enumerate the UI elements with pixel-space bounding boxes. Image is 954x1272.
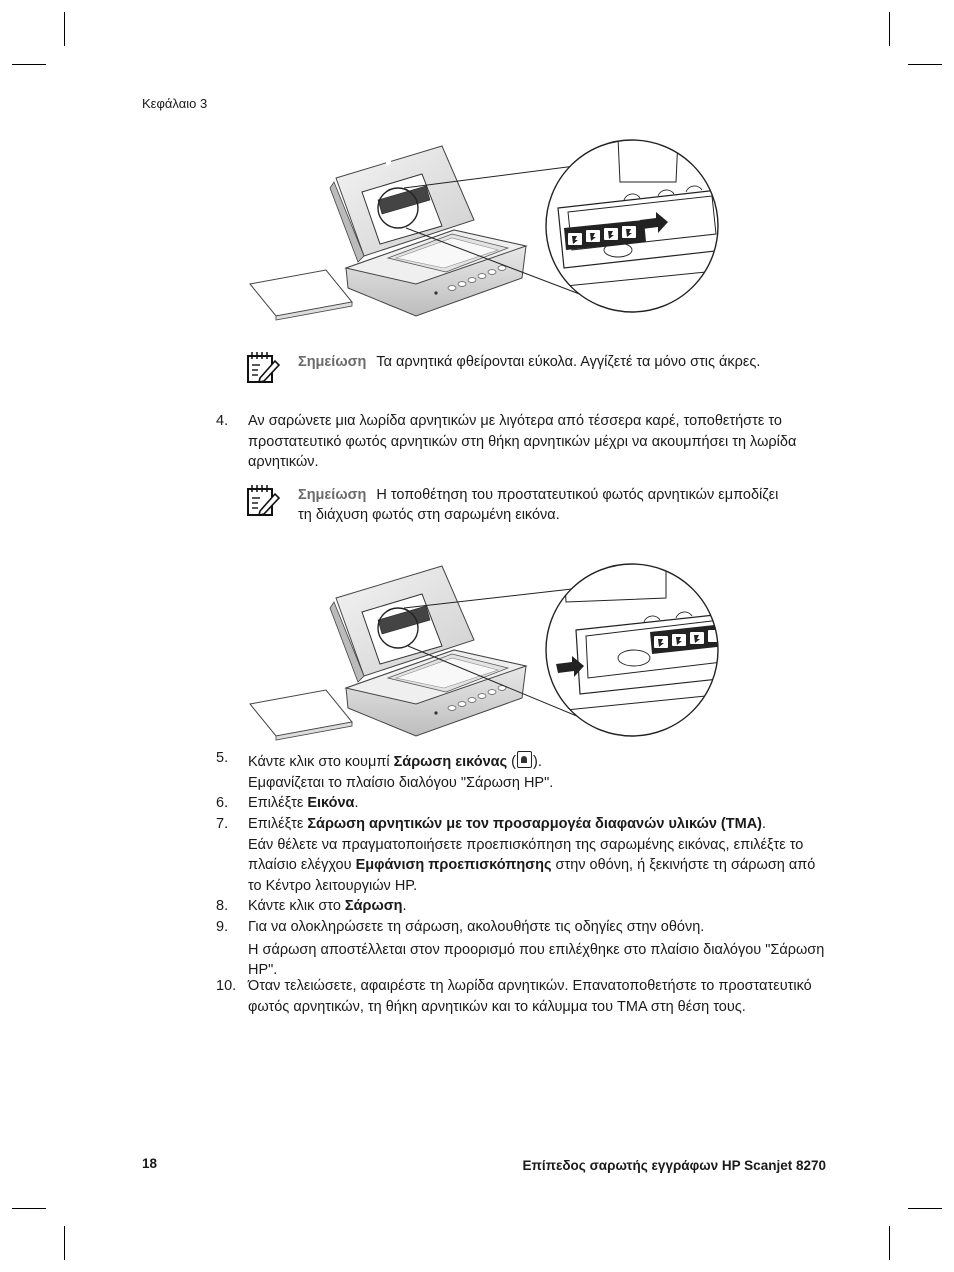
step-text: .: [402, 898, 407, 914]
scanner-figure-light-shield: [246, 562, 732, 746]
step-4: [216, 411, 826, 473]
step-text: .: [354, 795, 359, 811]
step-text: Για να ολοκληρώσετε τη σάρωση, ακολουθήστε τις οδηγίες στην οθόνη.: [248, 919, 705, 935]
note-label: Σημείωση: [298, 354, 367, 370]
step-7: [216, 814, 826, 896]
step-text: Κάντε κλικ στο: [248, 898, 345, 914]
step-text: Όταν τελειώσετε, αφαιρέστε τη λωρίδα αρνητικών. Επανατοποθετήστε το προστατευτικό φωτός αρνητικών, τη θήκη αρνητικών και το κάλυμμα του TMA στη θέση τους.: [248, 978, 812, 1015]
step-8: [216, 896, 826, 917]
scan-negatives-option-label: Σάρωση αρνητικών με τον προσαρμογέα διαφανών υλικών (TMA): [307, 816, 762, 832]
step-detail: στην οθόνη, ή ξεκινήστε τη σάρωση από το Κέντρο λειτουργιών HP.: [248, 857, 816, 894]
step-number: 10.: [216, 978, 237, 994]
step-detail: Η σάρωση αποστέλλεται στον προορισμό που επιλέχθηκε στο πλαίσιο διαλόγου "Σάρωση HP".: [248, 941, 825, 978]
note-pencil-icon: [246, 483, 280, 517]
step-number: 8.: [216, 898, 229, 914]
note-label: Σημείωση: [298, 487, 367, 503]
step-10: [216, 976, 826, 1017]
step-5: [216, 748, 826, 793]
scan-button-label: Σάρωση: [344, 898, 403, 914]
step-number: 6.: [216, 795, 229, 811]
step-6: [216, 793, 826, 814]
chapter-header: Κεφάλαιο 3: [142, 96, 208, 111]
crop-mark: [12, 1208, 46, 1209]
step-number: 7.: [216, 816, 229, 832]
crop-mark: [64, 12, 65, 46]
note-light-shield: [246, 485, 786, 525]
step-text: Επιλέξτε: [248, 816, 308, 832]
scan-picture-button-label: Σάρωση εικόνας: [393, 754, 508, 770]
show-preview-checkbox-label: Εμφάνιση προεπισκόπησης: [355, 857, 552, 873]
step-text: Επιλέξτε: [248, 795, 308, 811]
crop-mark: [64, 1226, 65, 1260]
page-number: 18: [142, 1156, 158, 1171]
note-fragile-negatives: [246, 352, 826, 372]
crop-mark: [889, 1226, 890, 1260]
scanner-figure-film-holder: [246, 138, 732, 322]
footer-title: Επίπεδος σαρωτής εγγράφων HP Scanjet 8270: [522, 1158, 826, 1173]
note-text: Η τοποθέτηση του προστατευτικού φωτός αρνητικών εμποδίζει τη διάχυση φωτός στη σαρωμένη εικόνα.: [298, 487, 779, 523]
step-text: .: [762, 816, 767, 832]
step-9: [216, 917, 826, 981]
scan-picture-icon: [517, 751, 532, 768]
note-text: Τα αρνητικά φθείρονται εύκολα. Αγγίζετέ τα μόνο στις άκρες.: [376, 354, 761, 370]
step-text: Αν σαρώνετε μια λωρίδα αρνητικών με λιγότερα από τέσσερα καρέ, τοποθετήστε το προστατευτικό φωτός αρνητικών στη θήκη αρνητικών μέχρι να ακουμπήσει τη λωρίδα αρνητικών.: [248, 413, 797, 470]
note-pencil-icon: [246, 350, 280, 384]
crop-mark: [12, 64, 46, 65]
step-text: Κάντε κλικ στο κουμπί: [248, 754, 394, 770]
step-detail: Εμφανίζεται το πλαίσιο διαλόγου "Σάρωση HP".: [248, 774, 554, 791]
step-number: 9.: [216, 919, 229, 935]
step-number: 5.: [216, 750, 229, 766]
step-text: ).: [532, 754, 542, 770]
step-text: (: [507, 754, 516, 770]
crop-mark: [908, 64, 942, 65]
crop-mark: [908, 1208, 942, 1209]
step-detail: Εάν θέλετε να πραγματοποιήσετε προεπισκόπηση της σαρωμένης εικόνας, επιλέξτε το πλαίσιο ελέγχου: [248, 836, 804, 873]
crop-mark: [889, 12, 890, 46]
step-number: 4.: [216, 413, 229, 429]
picture-option-label: Εικόνα: [307, 795, 355, 811]
